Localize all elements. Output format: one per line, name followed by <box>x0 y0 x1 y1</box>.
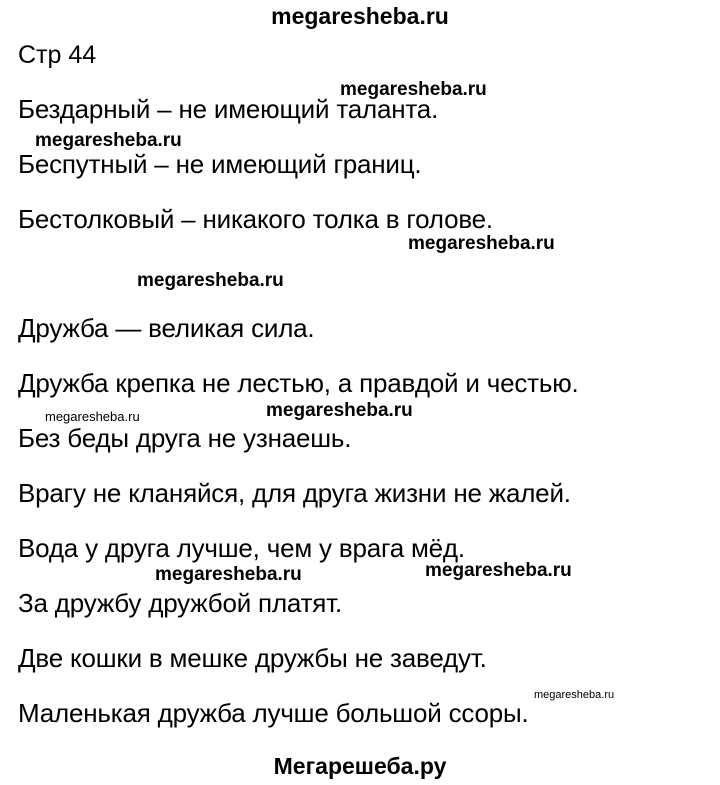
text-line-4: Дружба — великая сила. <box>18 313 315 343</box>
watermark: megaresheba.ru <box>340 79 487 100</box>
watermark: megaresheba.ru <box>425 560 572 581</box>
site-header: megaresheba.ru <box>271 3 449 29</box>
watermark: megaresheba.ru <box>266 400 413 421</box>
watermark: megaresheba.ru <box>45 409 140 424</box>
site-footer: Мегарешеба.ру <box>273 753 447 779</box>
watermark: megaresheba.ru <box>155 564 302 585</box>
text-line-11: Маленькая дружба лучше большой ссоры. <box>18 698 529 728</box>
watermark: megaresheba.ru <box>137 270 284 291</box>
text-line-9: За дружбу дружбой платят. <box>18 588 343 618</box>
watermark: megaresheba.ru <box>408 233 555 254</box>
text-line-7: Врагу не кланяйся, для друга жизни не жалей. <box>18 478 571 508</box>
text-line-3: Бестолковый – никакого толка в голове. <box>18 204 493 234</box>
text-line-8: Вода у друга лучше, чем у врага мёд. <box>18 533 465 563</box>
text-line-2: Беспутный – не имеющий границ. <box>18 149 422 179</box>
text-line-10: Две кошки в мешке дружбы не заведут. <box>18 643 487 673</box>
watermark: megaresheba.ru <box>35 130 182 151</box>
text-line-6: Без беды друга не узнаешь. <box>18 423 352 453</box>
page-number: Стр 44 <box>18 41 97 69</box>
watermark: megaresheba.ru <box>534 689 615 701</box>
text-line-1: Бездарный – не имеющий таланта. <box>18 94 439 124</box>
text-line-5: Дружба крепка не лестью, а правдой и честью. <box>18 368 579 398</box>
